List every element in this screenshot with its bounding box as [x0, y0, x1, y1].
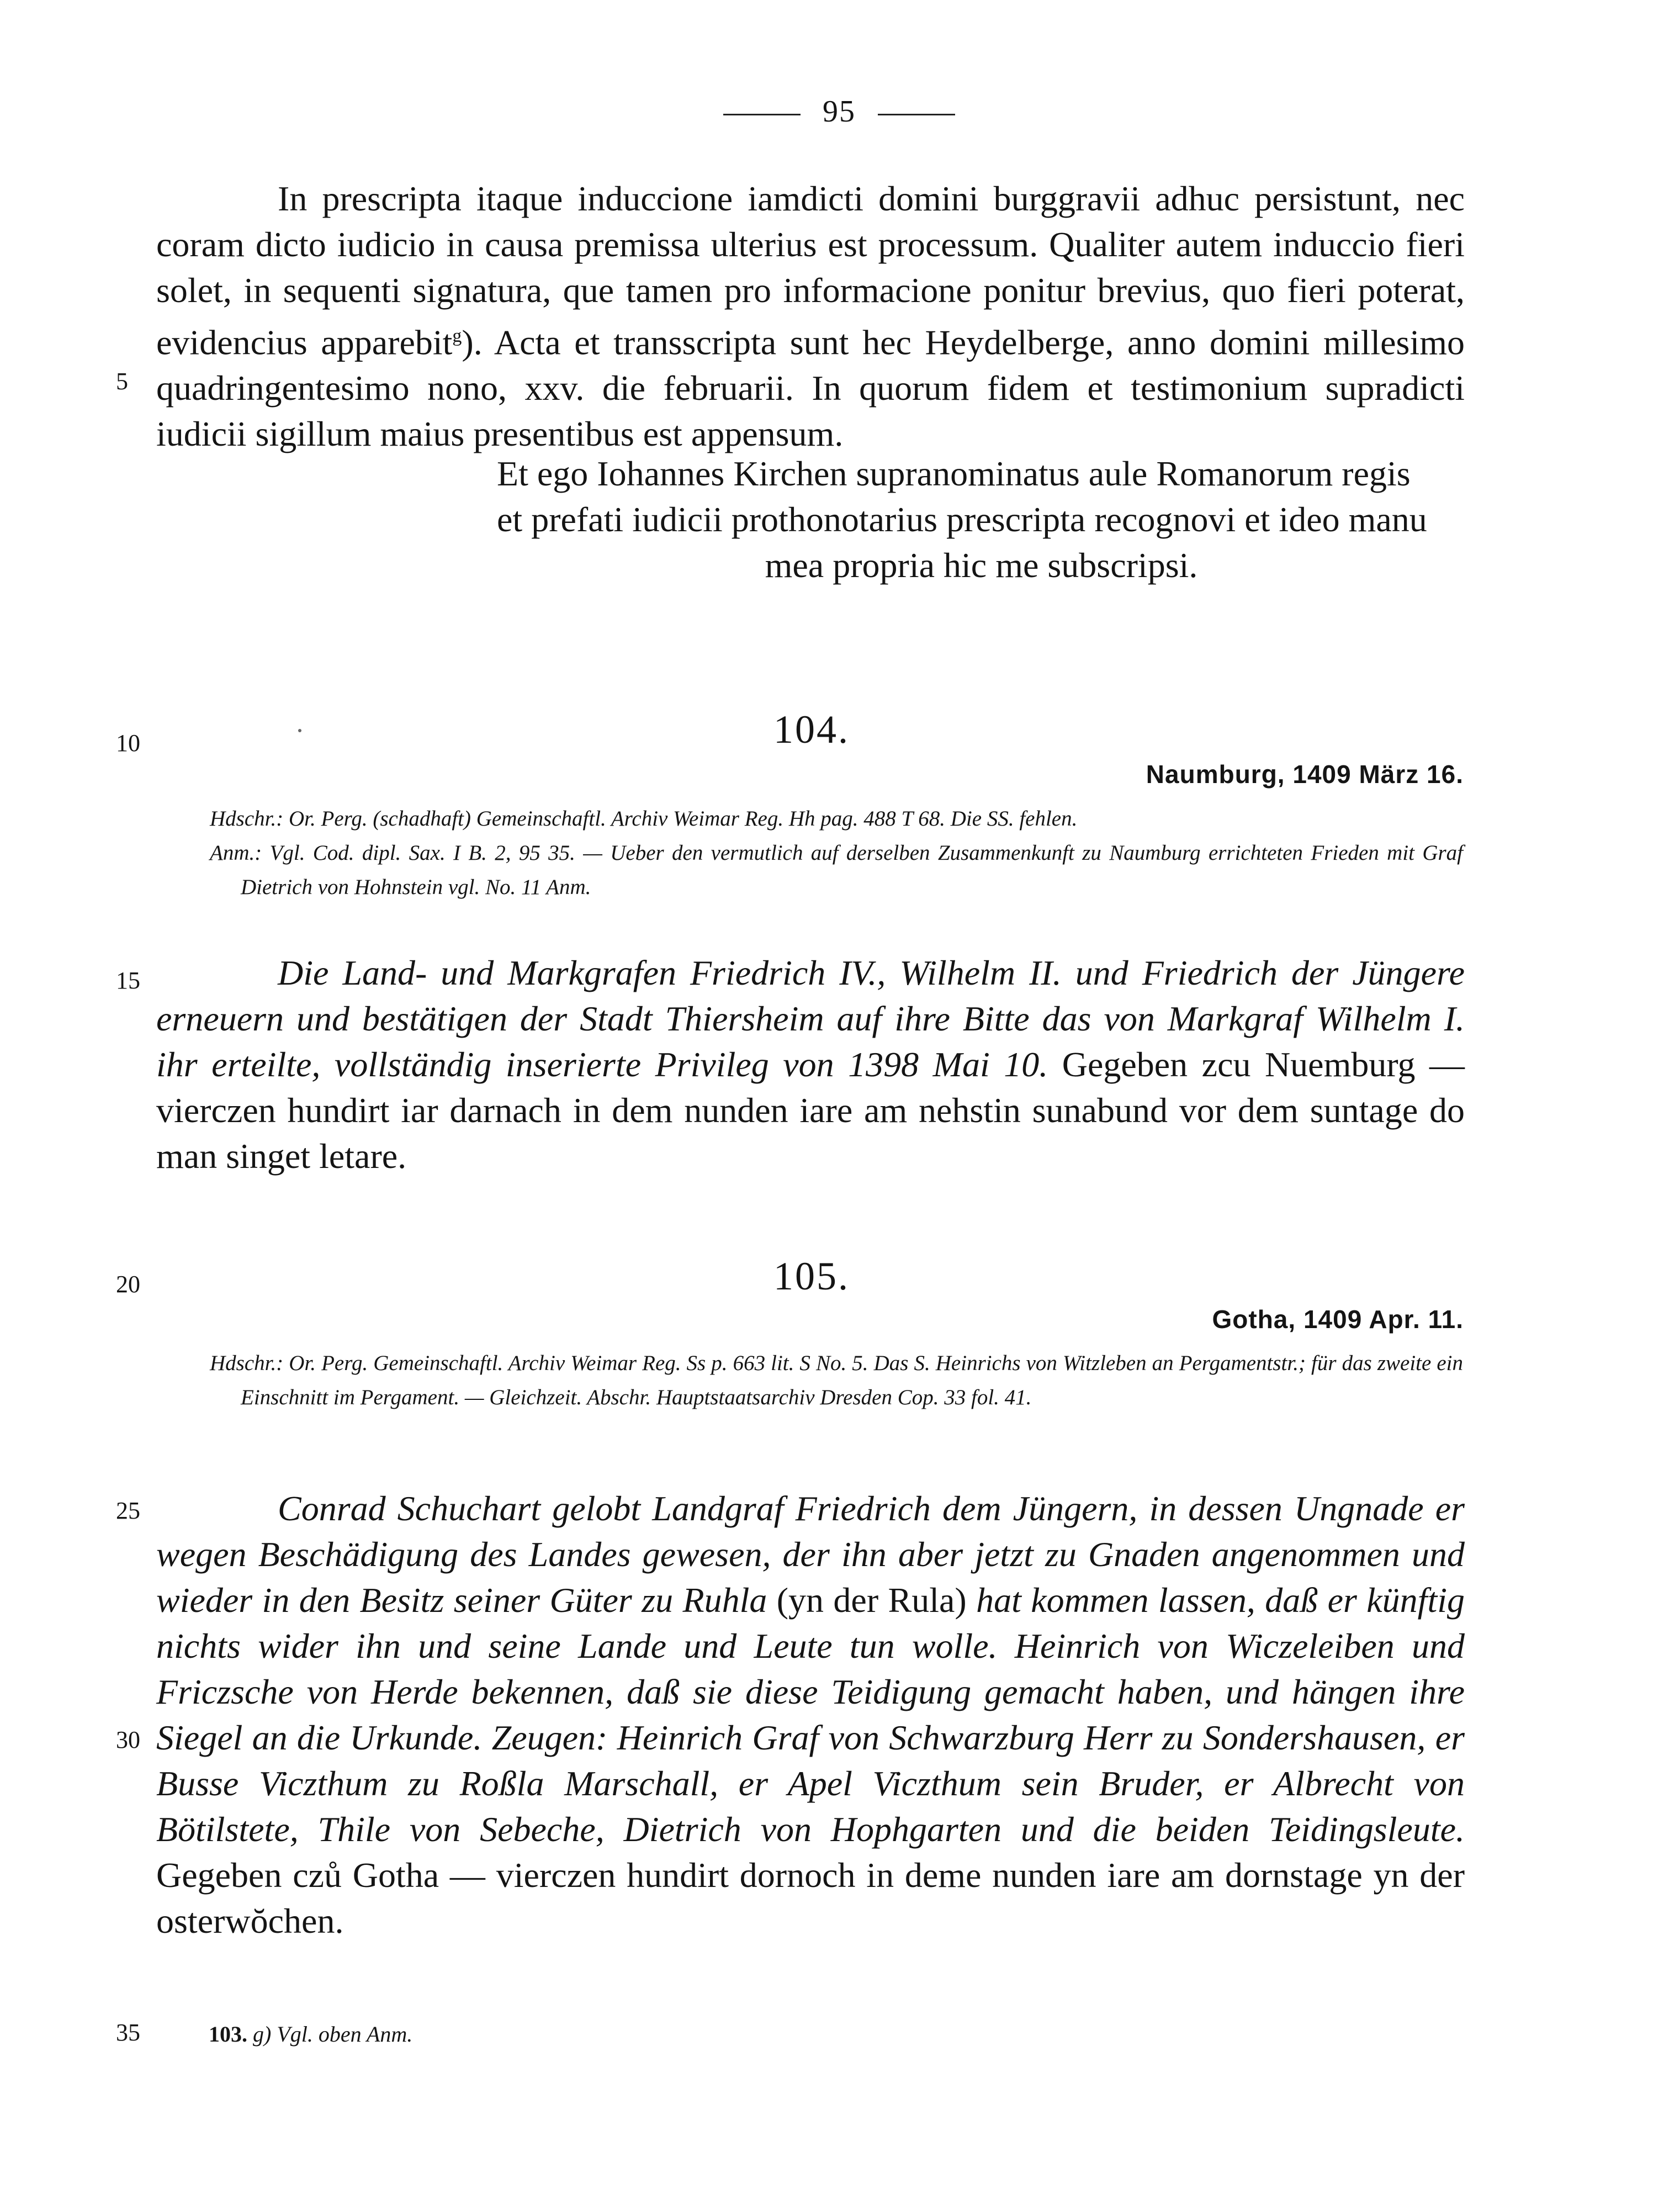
- header-rule-left: [723, 114, 801, 115]
- line-number-25: 25: [116, 1497, 140, 1524]
- manuscript-note: Hdschr.: Or. Perg. (schadhaft) Gemeinschaftl. Archiv Weimar Reg. Hh pag. 488 T 68. Die SS. fehlen.: [210, 807, 1078, 831]
- regest-quote: (yn der Rula): [776, 1580, 967, 1620]
- document-number-104: 104.: [773, 707, 850, 752]
- line-number-35: 35: [116, 2019, 140, 2046]
- subscription-line: et prefati iudicii prothonotarius prescripta recognovi et ideo manu: [497, 500, 1427, 539]
- header-rule-right: [878, 114, 955, 115]
- dating-clause: Gegeben czů Gotha — vierczen hundirt dornoch in deme nunden iare am dornstage yn der osterwŏchen.: [156, 1855, 1465, 1941]
- line-number-30: 30: [116, 1726, 140, 1753]
- line-number-20: 20: [116, 1271, 140, 1298]
- footnote-ref-g: g: [452, 326, 462, 346]
- line-number-15: 15: [116, 967, 140, 994]
- subscription-line: mea propria hic me subscripsi.: [765, 546, 1198, 585]
- line-number-5: 5: [116, 368, 128, 395]
- subscription-line: Et ego Iohannes Kirchen supranominatus aule Romanorum regis: [497, 454, 1411, 493]
- opening-text: In prescripta itaque induccione iamdicti domini burggravii adhuc persistunt, nec coram dicto iudicio in causa premissa ulterius est processum. Qualiter autem induccio fieri solet, in sequenti signatura, que tamen pro informacione ponitur brevius, quo fieri poterat, evidencius apparebit: [156, 179, 1465, 362]
- regest-text: Die Land- und Markgrafen Friedrich IV., Wilhelm II. und Friedrich der Jüngere erneuern und bestätigen der Stadt Thiersheim auf ihre Bitte das von Markgraf Wilhelm I. ihr erteilte, vollständig inserierte Privileg von 1398 Mai 10.: [156, 953, 1465, 1084]
- footnote-text: g) Vgl. oben Anm.: [253, 2022, 413, 2047]
- source-note-105: [210, 1346, 1463, 1415]
- footnote: [209, 2021, 412, 2047]
- source-note-104: [210, 802, 1463, 905]
- footnote-doc-number: 103.: [209, 2022, 247, 2047]
- opening-paragraph: [156, 176, 1465, 457]
- document-number-105: 105.: [773, 1254, 850, 1298]
- regest-105: [156, 1485, 1465, 1944]
- regest-text-continued: hat kommen lassen, daß er künftig nichts wider ihn und seine Lande und Leute tun wolle. Heinrich von Wiczeleiben und Friczsche von Herde bekennen, daß sie diese Teidigung gemacht haben, und hängen ihre Siegel an die Urkunde. Zeugen: Heinrich Graf von Schwarzburg Herr zu Sondershausen, er Busse Viczthum zu Roßla Marschall, er Apel Viczthum sein Bruder, er Albrecht von Bötilstete, Thile von Sebeche, Dietrich von Hophgarten und die beiden Teidingsleute.: [156, 1580, 1465, 1849]
- stray-mark: [298, 729, 301, 732]
- page-number: 95: [823, 94, 856, 129]
- dating-clause: Gegeben zcu Nuemburg — vierczen hundirt iar darnach in dem nunden iare am nehstin sunabund vor dem suntage do man singet letare.: [156, 1045, 1465, 1176]
- subscription: [497, 451, 1466, 588]
- regest-text: Conrad Schuchart gelobt Landgraf Friedrich dem Jüngern, in dessen Ungnade er wegen Beschädigung des Landes gewesen, der ihn aber jetzt zu Gnaden angenommen und wieder in den Besitz seiner Güter zu Ruhla: [156, 1489, 1465, 1620]
- line-number-10: 10: [116, 729, 140, 757]
- opening-text-end: ). Acta et transscripta sunt hec Heydelberge, anno domini millesimo quadringentesimo nono, xxv. die februarii. In quorum fidem et testimonium supradicti iudicii sigillum maius presentibus est appensum.: [156, 322, 1465, 454]
- place-date-105: Gotha, 1409 Apr. 11.: [1212, 1305, 1464, 1334]
- place-date-104: Naumburg, 1409 März 16.: [1146, 760, 1464, 789]
- manuscript-note: Hdschr.: Or. Perg. Gemeinschaftl. Archiv Weimar Reg. Ss p. 663 lit. S No. 5. Das S. Heinrichs von Witzleben an Pergamentstr.; für das zweite ein Einschnitt im Pergament. — Gleichzeit. Abschr. Hauptstaatsarchiv Dresden Cop. 33 fol. 41.: [210, 1351, 1463, 1409]
- annotation-note: Anm.: Vgl. Cod. dipl. Sax. I B. 2, 95 35. — Ueber den vermutlich auf derselben Zusammenkunft zu Naumburg errichteten Frieden mit Graf Dietrich von Hohnstein vgl. No. 11 Anm.: [210, 841, 1463, 899]
- regest-104: [156, 950, 1465, 1179]
- page-header: [663, 94, 1016, 129]
